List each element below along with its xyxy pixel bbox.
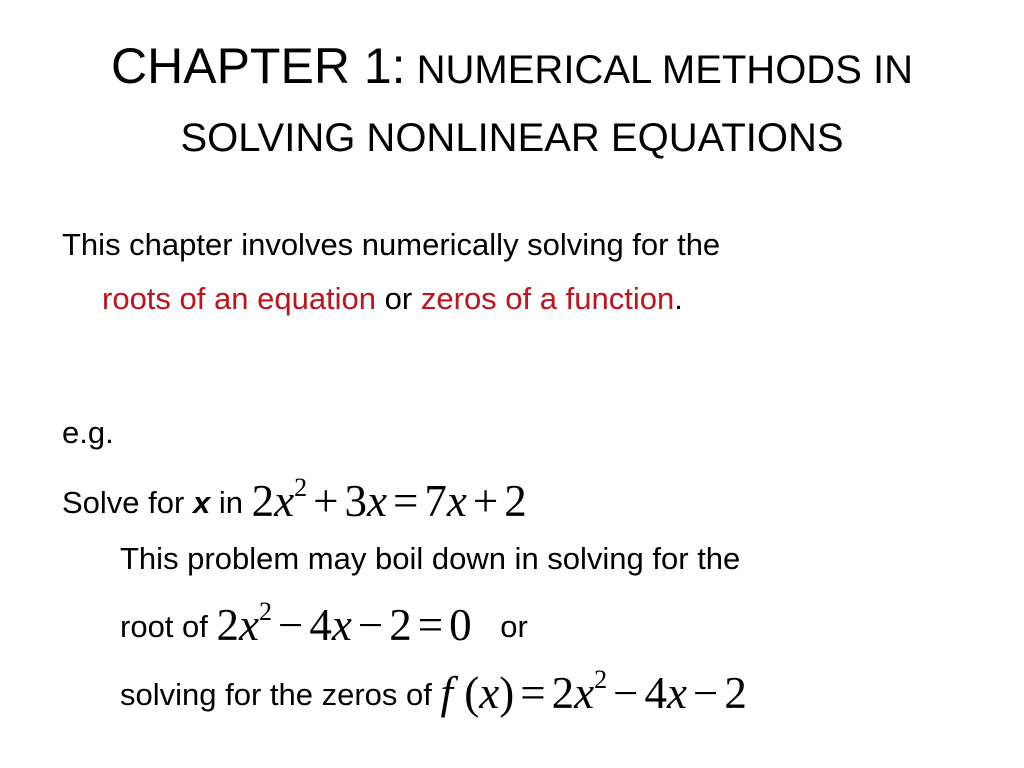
chapter-label: CHAPTER 1:	[111, 38, 406, 94]
root-or: or	[500, 609, 528, 644]
root-line	[120, 586, 1020, 654]
zeros-of: solving for the zeros of	[120, 677, 432, 712]
title-line1: NUMERICAL METHODS IN	[416, 48, 913, 92]
solve-var: x	[192, 485, 211, 520]
intro-or: or	[384, 281, 413, 316]
eg-label: e.g.	[62, 415, 114, 450]
zeros-line	[120, 654, 1020, 722]
intro-paragraph	[62, 218, 962, 326]
root-of: root of	[120, 609, 208, 644]
intro-period: .	[674, 281, 683, 316]
problem-line: This problem may boil down in solving for the	[120, 541, 741, 576]
zeros-highlight: zeros of a function	[420, 281, 675, 316]
solve-prefix: Solve for	[62, 485, 185, 520]
solve-line	[62, 462, 962, 530]
equation-2: $2x^2 - 4x - 2 = 0$	[216, 597, 472, 650]
equation-3: f $(x) = 2x^2 - 4x - 2$	[440, 665, 747, 718]
solve-in: in	[218, 485, 243, 520]
roots-highlight: roots of an equation	[102, 281, 377, 316]
title-line2: SOLVING NONLINEAR EQUATIONS	[180, 116, 844, 160]
slide-title	[0, 32, 1024, 172]
intro-text: This chapter involves numerically solving for the	[62, 227, 721, 262]
equation-1: $2x^2 + 3x = 7x + 2$	[251, 473, 527, 526]
